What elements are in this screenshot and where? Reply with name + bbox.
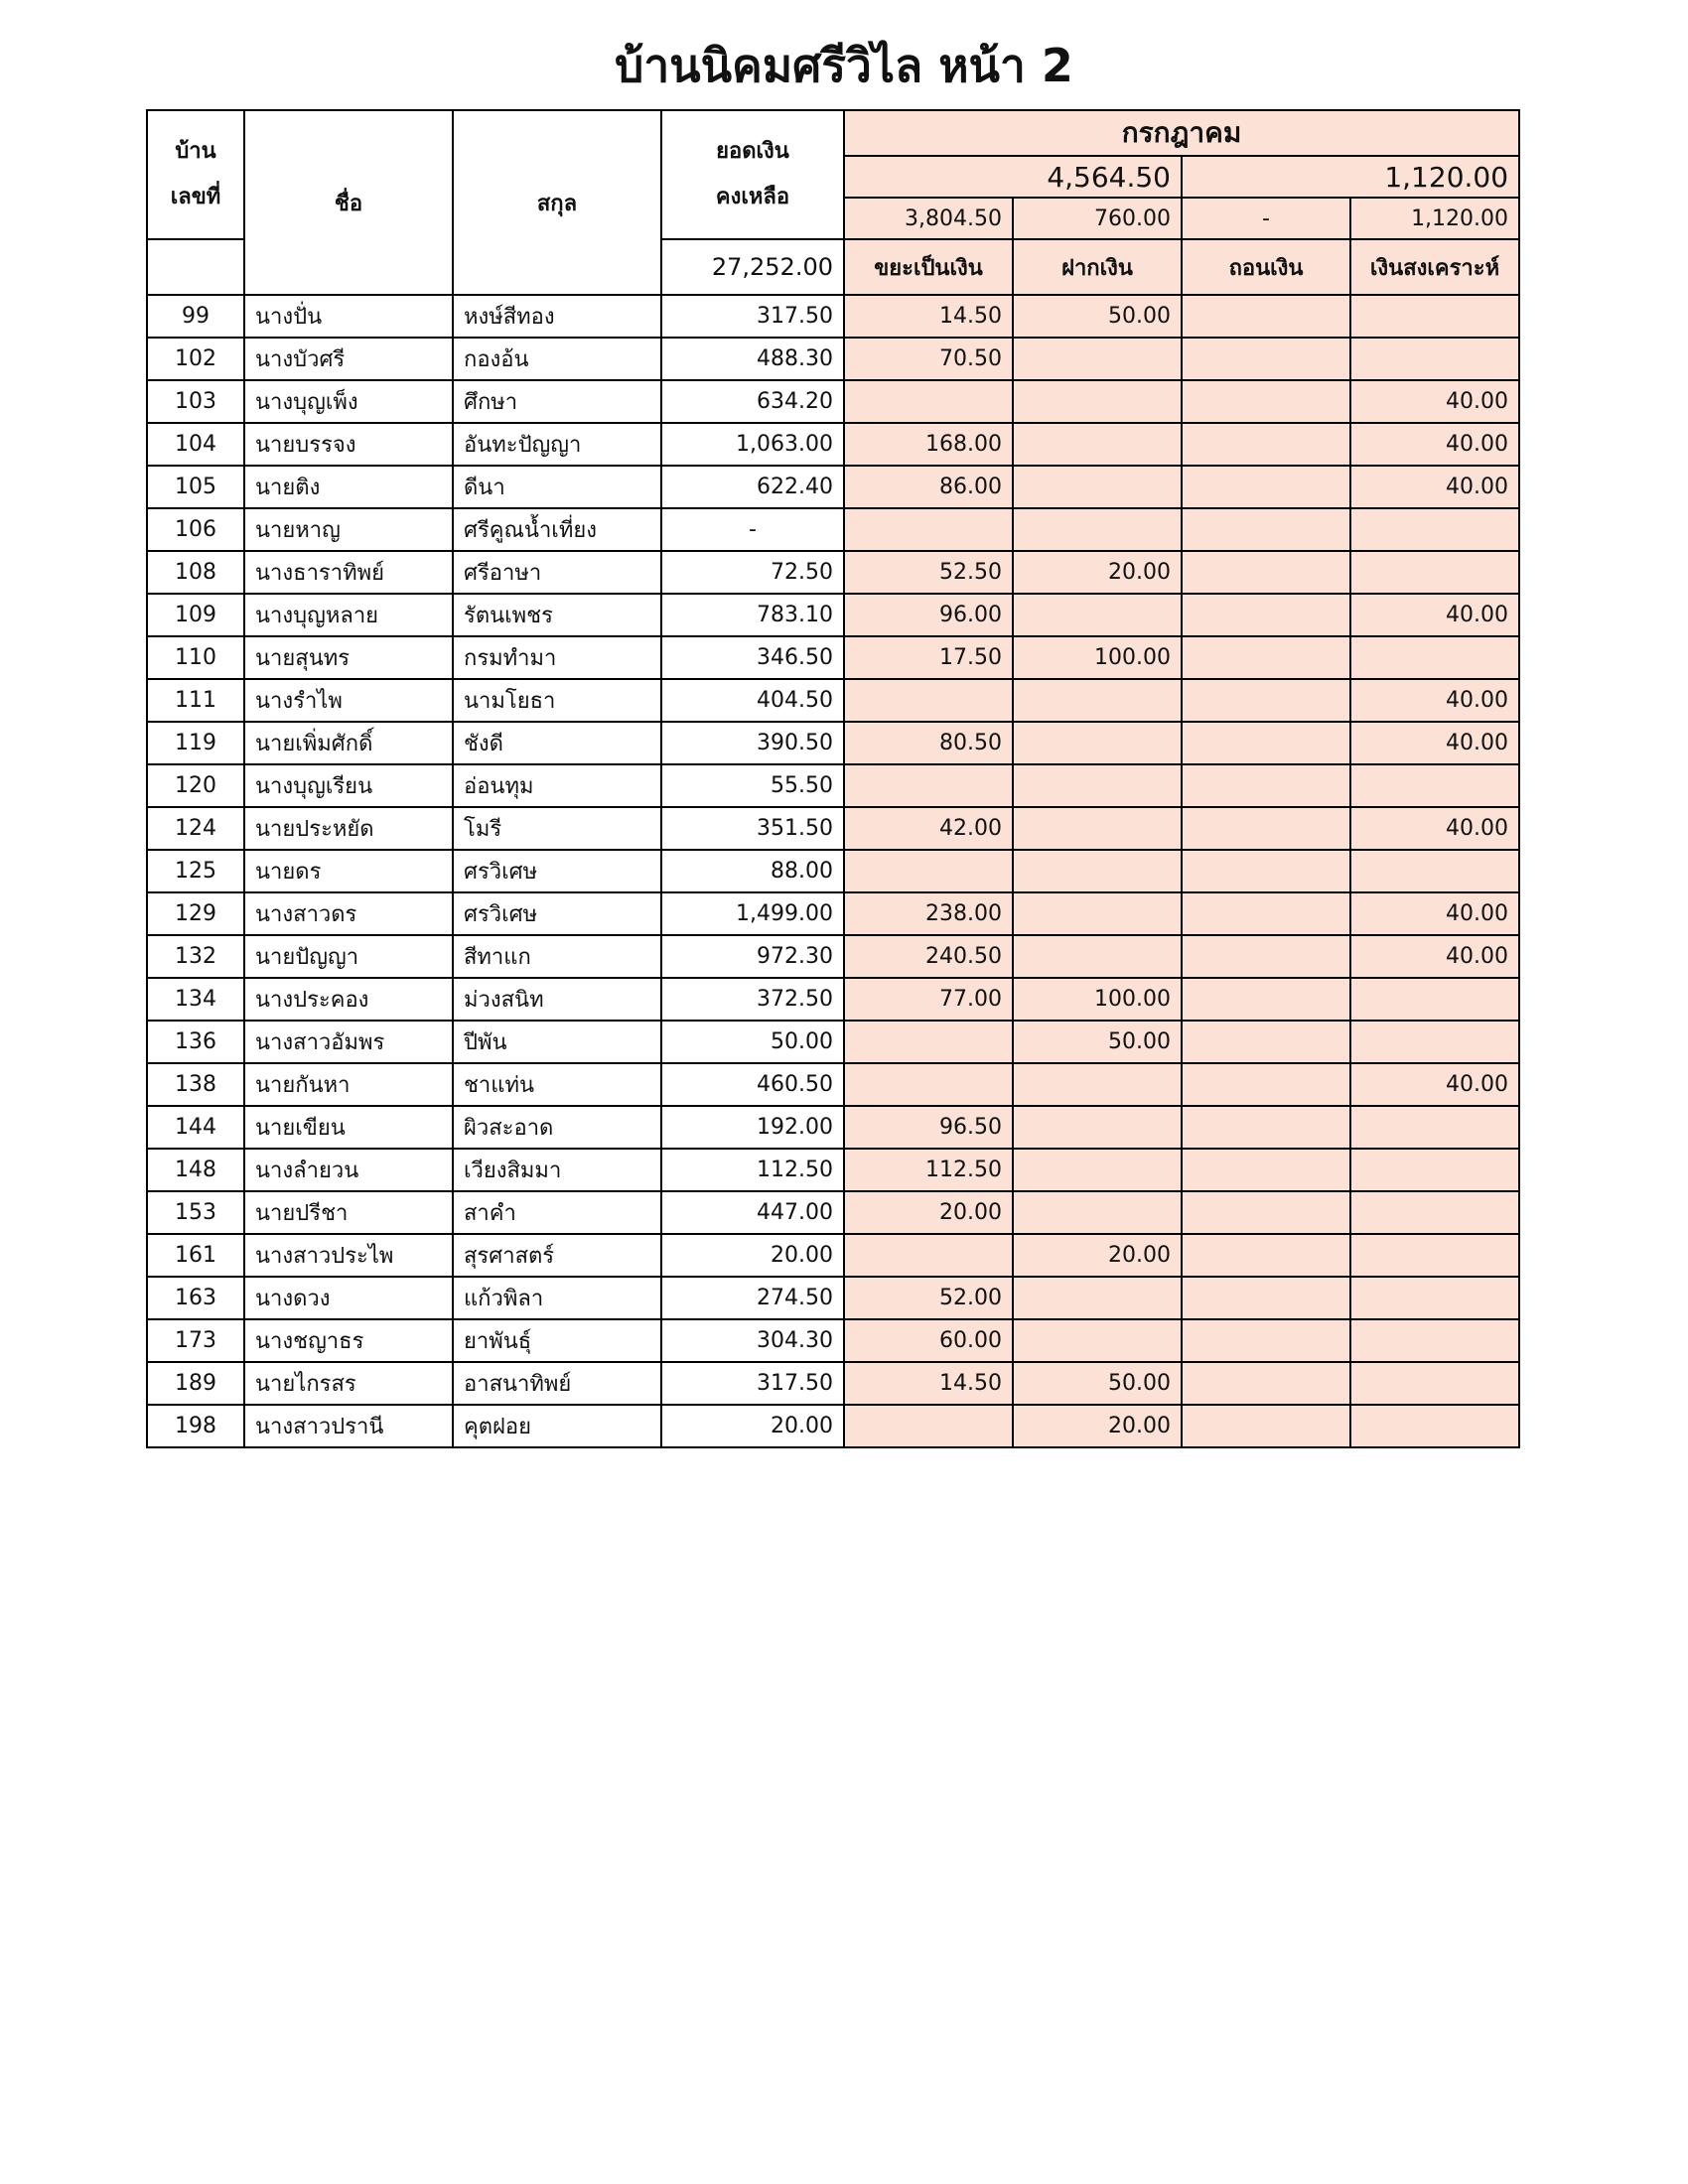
table-row	[147, 1405, 1519, 1447]
cell-welfare	[1350, 1319, 1519, 1362]
header-withdraw: ถอนเงิน	[1182, 239, 1350, 295]
cell-house-no: 134	[147, 978, 244, 1021]
cell-welfare: 40.00	[1350, 722, 1519, 764]
cell-deposit: 50.00	[1013, 1021, 1182, 1063]
cell-withdraw	[1182, 380, 1350, 423]
cell-withdraw	[1182, 1319, 1350, 1362]
cell-balance: 351.50	[661, 807, 844, 850]
cell-deposit: 20.00	[1013, 1234, 1182, 1277]
cell-waste: 17.50	[844, 636, 1013, 679]
cell-house-no: 153	[147, 1191, 244, 1234]
cell-withdraw	[1182, 551, 1350, 594]
cell-name: นางบุญเพ็ง	[244, 380, 453, 423]
cell-house-no: 136	[147, 1021, 244, 1063]
cell-surname: กรมทำมา	[453, 636, 661, 679]
table-row	[147, 722, 1519, 764]
subtotal-deposit: 760.00	[1013, 198, 1182, 239]
cell-surname: สาคำ	[453, 1191, 661, 1234]
cell-balance: 20.00	[661, 1234, 844, 1277]
cell-waste: 77.00	[844, 978, 1013, 1021]
cell-deposit	[1013, 892, 1182, 935]
cell-house-no: 124	[147, 807, 244, 850]
table-row	[147, 636, 1519, 679]
cell-welfare	[1350, 1277, 1519, 1319]
cell-house-no: 103	[147, 380, 244, 423]
cell-balance: 346.50	[661, 636, 844, 679]
cell-house-no: 111	[147, 679, 244, 722]
cell-deposit	[1013, 338, 1182, 380]
table-row	[147, 1063, 1519, 1106]
savings-table	[146, 109, 1520, 1448]
cell-name: นางประคอง	[244, 978, 453, 1021]
cell-deposit	[1013, 380, 1182, 423]
cell-name: นายกันหา	[244, 1063, 453, 1106]
cell-deposit: 20.00	[1013, 1405, 1182, 1447]
cell-balance: 192.00	[661, 1106, 844, 1149]
cell-name: นางธาราทิพย์	[244, 551, 453, 594]
cell-welfare	[1350, 978, 1519, 1021]
header-welfare: เงินสงเคราะห์	[1350, 239, 1519, 295]
header-month: กรกฎาคม	[844, 110, 1519, 156]
cell-surname: ศรวิเศษ	[453, 892, 661, 935]
cell-withdraw	[1182, 466, 1350, 508]
cell-balance: 1,063.00	[661, 423, 844, 466]
cell-name: นายปรีชา	[244, 1191, 453, 1234]
cell-house-no: 110	[147, 636, 244, 679]
cell-welfare	[1350, 338, 1519, 380]
cell-balance: 390.50	[661, 722, 844, 764]
header-surname: สกุล	[453, 110, 661, 295]
cell-waste: 240.50	[844, 935, 1013, 978]
cell-waste: 238.00	[844, 892, 1013, 935]
cell-withdraw	[1182, 1405, 1350, 1447]
table-body	[147, 295, 1519, 1447]
cell-waste: 168.00	[844, 423, 1013, 466]
cell-house-no: 144	[147, 1106, 244, 1149]
cell-withdraw	[1182, 850, 1350, 892]
cell-welfare: 40.00	[1350, 380, 1519, 423]
cell-waste: 80.50	[844, 722, 1013, 764]
table-row	[147, 295, 1519, 338]
header-house-no-blank	[147, 239, 244, 295]
cell-house-no: 129	[147, 892, 244, 935]
cell-waste	[844, 850, 1013, 892]
cell-withdraw	[1182, 807, 1350, 850]
cell-welfare: 40.00	[1350, 807, 1519, 850]
cell-deposit: 50.00	[1013, 1362, 1182, 1405]
cell-withdraw	[1182, 594, 1350, 636]
cell-surname: อันทะปัญญา	[453, 423, 661, 466]
cell-withdraw	[1182, 508, 1350, 551]
cell-balance: 404.50	[661, 679, 844, 722]
cell-welfare	[1350, 636, 1519, 679]
subtotal-waste: 3,804.50	[844, 198, 1013, 239]
cell-waste: 96.00	[844, 594, 1013, 636]
cell-withdraw	[1182, 1362, 1350, 1405]
cell-deposit	[1013, 594, 1182, 636]
cell-deposit	[1013, 722, 1182, 764]
cell-surname: รัตนเพชร	[453, 594, 661, 636]
cell-surname: ศรวิเศษ	[453, 850, 661, 892]
cell-surname: ยาพันธุ์	[453, 1319, 661, 1362]
group-total-1: 4,564.50	[844, 156, 1182, 198]
cell-name: นางบุญเรียน	[244, 764, 453, 807]
cell-balance: 447.00	[661, 1191, 844, 1234]
cell-waste	[844, 380, 1013, 423]
cell-name: นางรำไพ	[244, 679, 453, 722]
table-row	[147, 850, 1519, 892]
cell-deposit	[1013, 935, 1182, 978]
table-row	[147, 935, 1519, 978]
cell-balance: 372.50	[661, 978, 844, 1021]
cell-name: นางสาวปรานี	[244, 1405, 453, 1447]
cell-deposit	[1013, 807, 1182, 850]
cell-house-no: 108	[147, 551, 244, 594]
cell-name: นางลำยวน	[244, 1149, 453, 1191]
table-row	[147, 892, 1519, 935]
cell-balance: 460.50	[661, 1063, 844, 1106]
cell-balance: 20.00	[661, 1405, 844, 1447]
cell-balance: 88.00	[661, 850, 844, 892]
cell-withdraw	[1182, 1106, 1350, 1149]
page-title: บ้านนิคมศรีวิไล หน้า 2	[615, 39, 1073, 92]
cell-welfare: 40.00	[1350, 892, 1519, 935]
cell-welfare	[1350, 1362, 1519, 1405]
cell-balance: 634.20	[661, 380, 844, 423]
cell-deposit	[1013, 764, 1182, 807]
cell-name: นางบัวศรี	[244, 338, 453, 380]
cell-surname: ผิวสะอาด	[453, 1106, 661, 1149]
cell-withdraw	[1182, 1191, 1350, 1234]
cell-surname: ศรีคูณน้ำเที่ยง	[453, 508, 661, 551]
cell-house-no: 148	[147, 1149, 244, 1191]
cell-name: นางสาวประไพ	[244, 1234, 453, 1277]
cell-name: นายไกรสร	[244, 1362, 453, 1405]
cell-deposit	[1013, 1063, 1182, 1106]
cell-withdraw	[1182, 764, 1350, 807]
group-total-2: 1,120.00	[1182, 156, 1519, 198]
table-row	[147, 978, 1519, 1021]
cell-name: นายปัญญา	[244, 935, 453, 978]
cell-house-no: 120	[147, 764, 244, 807]
cell-house-no: 132	[147, 935, 244, 978]
table-row	[147, 1362, 1519, 1405]
header-name: ชื่อ	[244, 110, 453, 295]
cell-withdraw	[1182, 1277, 1350, 1319]
cell-surname: ศึกษา	[453, 380, 661, 423]
cell-balance: 274.50	[661, 1277, 844, 1319]
cell-house-no: 138	[147, 1063, 244, 1106]
cell-surname: โมรี	[453, 807, 661, 850]
cell-name: นายเพิ่มศักดิ์	[244, 722, 453, 764]
cell-welfare	[1350, 1405, 1519, 1447]
cell-withdraw	[1182, 1021, 1350, 1063]
cell-surname: ดีนา	[453, 466, 661, 508]
table-row	[147, 1021, 1519, 1063]
cell-name: นางปั่น	[244, 295, 453, 338]
cell-welfare	[1350, 764, 1519, 807]
cell-waste	[844, 1063, 1013, 1106]
cell-deposit	[1013, 466, 1182, 508]
cell-waste: 112.50	[844, 1149, 1013, 1191]
cell-waste: 42.00	[844, 807, 1013, 850]
cell-welfare: 40.00	[1350, 1063, 1519, 1106]
cell-name: นายหาญ	[244, 508, 453, 551]
cell-name: นายติง	[244, 466, 453, 508]
cell-balance: 112.50	[661, 1149, 844, 1191]
cell-deposit	[1013, 850, 1182, 892]
cell-surname: อาสนาทิพย์	[453, 1362, 661, 1405]
table-row	[147, 1319, 1519, 1362]
cell-surname: ปีพัน	[453, 1021, 661, 1063]
cell-balance: 1,499.00	[661, 892, 844, 935]
cell-welfare	[1350, 295, 1519, 338]
cell-withdraw	[1182, 722, 1350, 764]
cell-surname: คุตฝอย	[453, 1405, 661, 1447]
cell-house-no: 198	[147, 1405, 244, 1447]
table-row	[147, 551, 1519, 594]
table-row	[147, 1106, 1519, 1149]
cell-deposit	[1013, 1106, 1182, 1149]
cell-house-no: 106	[147, 508, 244, 551]
cell-waste	[844, 508, 1013, 551]
cell-balance: 488.30	[661, 338, 844, 380]
cell-name: นางชญาธร	[244, 1319, 453, 1362]
cell-house-no: 125	[147, 850, 244, 892]
cell-deposit: 20.00	[1013, 551, 1182, 594]
cell-deposit	[1013, 1191, 1182, 1234]
cell-balance: 50.00	[661, 1021, 844, 1063]
cell-waste: 70.50	[844, 338, 1013, 380]
table-row	[147, 1277, 1519, 1319]
cell-withdraw	[1182, 1234, 1350, 1277]
cell-surname: ชาแท่น	[453, 1063, 661, 1106]
cell-waste: 14.50	[844, 1362, 1013, 1405]
cell-withdraw	[1182, 978, 1350, 1021]
cell-waste	[844, 1405, 1013, 1447]
cell-waste: 14.50	[844, 295, 1013, 338]
cell-house-no: 163	[147, 1277, 244, 1319]
cell-name: นางดวง	[244, 1277, 453, 1319]
cell-waste	[844, 764, 1013, 807]
table-row	[147, 1234, 1519, 1277]
header-house-no: บ้าน เลขที่	[147, 110, 244, 239]
cell-welfare	[1350, 1191, 1519, 1234]
cell-welfare: 40.00	[1350, 466, 1519, 508]
cell-surname: อ่อนทุม	[453, 764, 661, 807]
cell-surname: นามโยธา	[453, 679, 661, 722]
cell-welfare: 40.00	[1350, 423, 1519, 466]
cell-surname: ชังดี	[453, 722, 661, 764]
cell-house-no: 119	[147, 722, 244, 764]
cell-welfare	[1350, 1106, 1519, 1149]
cell-name: นางสาวอัมพร	[244, 1021, 453, 1063]
cell-balance: 304.30	[661, 1319, 844, 1362]
cell-surname: กองอ้น	[453, 338, 661, 380]
cell-waste: 20.00	[844, 1191, 1013, 1234]
balance-total: 27,252.00	[661, 239, 844, 295]
cell-balance: 55.50	[661, 764, 844, 807]
cell-welfare	[1350, 850, 1519, 892]
subtotal-welfare: 1,120.00	[1350, 198, 1519, 239]
table-row	[147, 380, 1519, 423]
cell-house-no: 109	[147, 594, 244, 636]
cell-deposit	[1013, 1149, 1182, 1191]
cell-name: นางบุญหลาย	[244, 594, 453, 636]
subtotal-withdraw: -	[1182, 198, 1350, 239]
cell-withdraw	[1182, 295, 1350, 338]
cell-deposit: 100.00	[1013, 978, 1182, 1021]
cell-balance: 783.10	[661, 594, 844, 636]
cell-welfare: 40.00	[1350, 935, 1519, 978]
cell-waste: 52.50	[844, 551, 1013, 594]
cell-name: นายสุนทร	[244, 636, 453, 679]
header-balance-label: ยอดเงิน คงเหลือ	[661, 110, 844, 239]
cell-house-no: 104	[147, 423, 244, 466]
cell-surname: สุรศาสตร์	[453, 1234, 661, 1277]
cell-withdraw	[1182, 892, 1350, 935]
cell-surname: สีทาแก	[453, 935, 661, 978]
cell-withdraw	[1182, 935, 1350, 978]
cell-withdraw	[1182, 338, 1350, 380]
cell-deposit	[1013, 1319, 1182, 1362]
table-row	[147, 508, 1519, 551]
cell-withdraw	[1182, 636, 1350, 679]
cell-surname: ม่วงสนิท	[453, 978, 661, 1021]
table-row	[147, 1149, 1519, 1191]
cell-welfare	[1350, 551, 1519, 594]
cell-house-no: 173	[147, 1319, 244, 1362]
cell-welfare	[1350, 1234, 1519, 1277]
cell-welfare	[1350, 1149, 1519, 1191]
cell-welfare	[1350, 508, 1519, 551]
cell-name: นายบรรจง	[244, 423, 453, 466]
cell-withdraw	[1182, 1063, 1350, 1106]
cell-deposit	[1013, 423, 1182, 466]
cell-balance: 317.50	[661, 1362, 844, 1405]
table-row	[147, 807, 1519, 850]
cell-deposit	[1013, 1277, 1182, 1319]
cell-house-no: 99	[147, 295, 244, 338]
cell-waste	[844, 1021, 1013, 1063]
cell-name: นายประหยัด	[244, 807, 453, 850]
table-row	[147, 679, 1519, 722]
cell-surname: แก้วพิลา	[453, 1277, 661, 1319]
cell-deposit: 100.00	[1013, 636, 1182, 679]
cell-waste: 52.00	[844, 1277, 1013, 1319]
cell-welfare	[1350, 1021, 1519, 1063]
cell-deposit	[1013, 508, 1182, 551]
table-row	[147, 594, 1519, 636]
cell-waste	[844, 679, 1013, 722]
cell-welfare: 40.00	[1350, 679, 1519, 722]
cell-house-no: 189	[147, 1362, 244, 1405]
cell-surname: ศรีอาษา	[453, 551, 661, 594]
cell-balance: -	[661, 508, 844, 551]
cell-welfare: 40.00	[1350, 594, 1519, 636]
cell-withdraw	[1182, 423, 1350, 466]
cell-waste: 86.00	[844, 466, 1013, 508]
table-row	[147, 423, 1519, 466]
header-deposit: ฝากเงิน	[1013, 239, 1182, 295]
cell-deposit: 50.00	[1013, 295, 1182, 338]
cell-house-no: 102	[147, 338, 244, 380]
cell-name: นายดร	[244, 850, 453, 892]
cell-waste: 60.00	[844, 1319, 1013, 1362]
cell-waste: 96.50	[844, 1106, 1013, 1149]
cell-surname: เวียงสิมมา	[453, 1149, 661, 1191]
cell-balance: 317.50	[661, 295, 844, 338]
cell-house-no: 161	[147, 1234, 244, 1277]
cell-withdraw	[1182, 679, 1350, 722]
header-waste: ขยะเป็นเงิน	[844, 239, 1013, 295]
table-row	[147, 1191, 1519, 1234]
cell-balance: 72.50	[661, 551, 844, 594]
cell-surname: หงษ์สีทอง	[453, 295, 661, 338]
cell-name: นายเขียน	[244, 1106, 453, 1149]
table-row	[147, 764, 1519, 807]
cell-withdraw	[1182, 1149, 1350, 1191]
table-row	[147, 338, 1519, 380]
cell-balance: 622.40	[661, 466, 844, 508]
cell-name: นางสาวดร	[244, 892, 453, 935]
cell-balance: 972.30	[661, 935, 844, 978]
table-row	[147, 466, 1519, 508]
cell-waste	[844, 1234, 1013, 1277]
cell-deposit	[1013, 679, 1182, 722]
cell-house-no: 105	[147, 466, 244, 508]
